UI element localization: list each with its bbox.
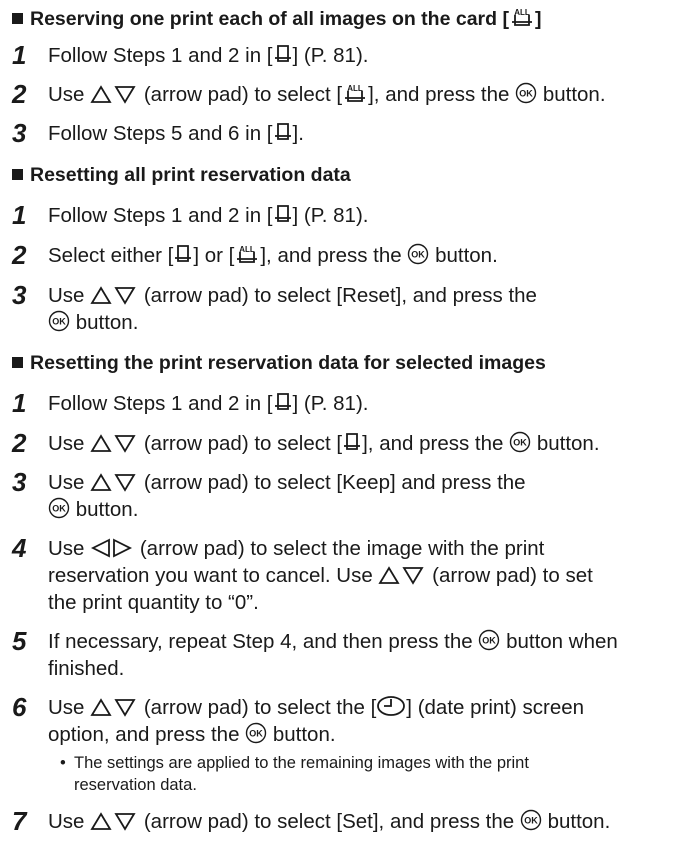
up-down-arrow-icon [90,433,138,453]
section-heading-all-images: Reserving one print each of all images on the card [ ALL ] [12,6,541,30]
svg-text:ALL: ALL [347,84,363,93]
svg-text:OK: OK [519,88,533,99]
print-all-icon [342,82,368,104]
up-down-arrow-icon [90,697,138,717]
print-all-icon [234,243,260,265]
print-icon [273,122,293,143]
svg-text:OK: OK [249,728,263,739]
bullet-square [12,357,23,368]
date-print-icon [376,695,406,717]
up-down-arrow-icon [90,811,138,831]
svg-text:OK: OK [524,815,538,826]
section-heading-reset-all: Resetting all print reservation data [12,166,351,186]
svg-text:OK: OK [513,437,527,448]
print-icon [273,392,293,413]
up-down-arrow-icon [378,565,426,585]
svg-text:OK: OK [52,316,66,327]
up-down-arrow-icon [90,472,138,492]
print-all-icon [509,6,535,28]
ok-button-icon [509,431,531,453]
svg-text:OK: OK [52,503,66,514]
ok-button-icon [245,722,267,744]
ok-button-icon [407,243,429,265]
left-right-arrow-icon [90,538,134,558]
svg-text:ALL: ALL [514,8,530,17]
print-icon [173,244,193,265]
print-icon [273,44,293,65]
manual-page: Reserving one print each of all images on the card [ ALL ] 1 Follow Steps 1 and 2 in [ ] (P. 81). 2 Use (arrow pad) to select [ ALL ], and press the OK button. 3 Follow Steps 5 and 6 in [ ]. Resetting all print reservation data 1 Follow Steps 1 and 2 in [ ] (P. 81). 2 Select either [ ] or [ ALL ], and press the OK button. 3 Use (arrow pad) to select [Reset], and press the OK button. Resetting the print reservation data for selected images 1 Follow Steps 1 and 2 in [ ] (P. 81). 2 Use (arrow pad) to select [ ], and press the OK button. 3 Use (arrow pad) to select [Keep] and press the OK button. 4 Use (arrow pad) to select the image with the print reservation you want to cancel. Use (arrow pad) to set the print quantity to “0”. 5 If necessary, repeat Step 4, and then press the OK button when finished. 6 Use (arrow pad) to select the [ ] (date print) screen option, and press the OK button. • The settings are applied to the remaining images with the print reservation data. 7 Use (arrow pad) to select [Set], and press the OK button. [12,8,618,836]
bullet-square [12,13,23,24]
up-down-arrow-icon [90,285,138,305]
note-bullet: • The settings are applied to the remaining images with the print reservation data. [60,754,529,794]
ok-button-icon [48,310,70,332]
print-icon [342,432,362,453]
svg-text:ALL: ALL [239,245,256,254]
svg-text:OK: OK [482,635,497,646]
ok-button-icon [515,82,537,104]
ok-button-icon [478,629,500,651]
section-heading-reset-selected: Resetting the print reservation data for selected images [12,354,546,374]
up-down-arrow-icon [90,84,138,104]
print-icon [273,204,293,225]
svg-text:OK: OK [411,249,426,260]
ok-button-icon [48,497,70,519]
bullet-square [12,169,23,180]
ok-button-icon [520,809,542,831]
